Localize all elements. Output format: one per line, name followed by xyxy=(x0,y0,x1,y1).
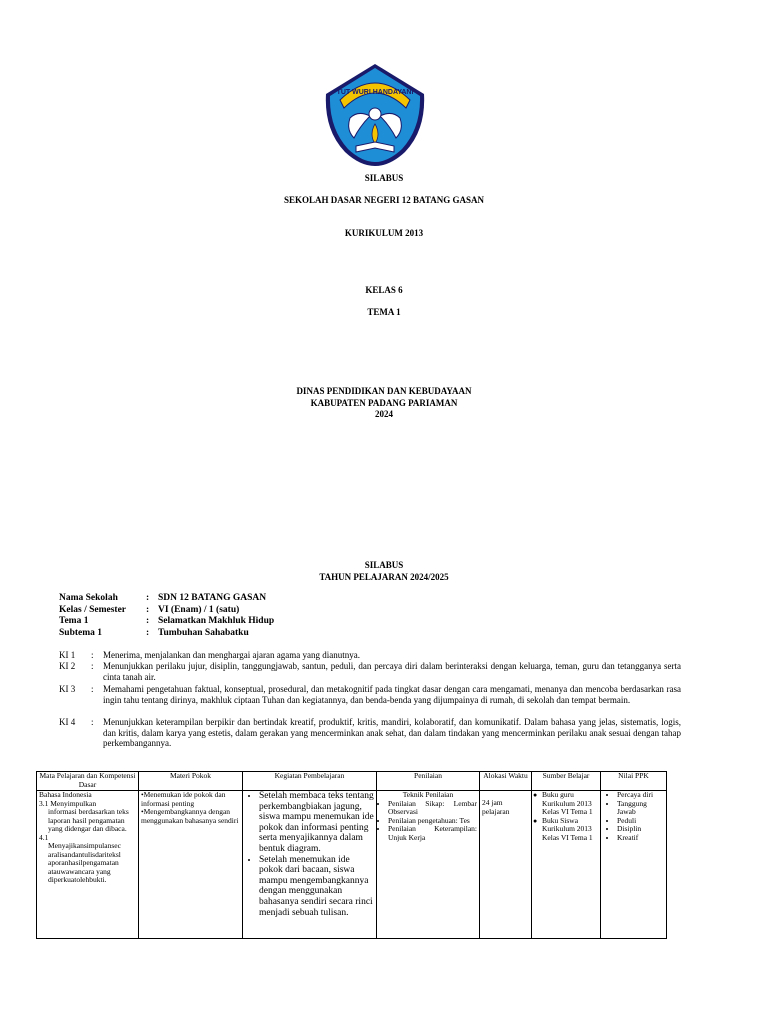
cover-year: 2024 xyxy=(375,409,393,419)
info-label: Tema 1 xyxy=(59,616,89,626)
header-kegiatan: Kegiatan Pembelajaran xyxy=(243,772,377,791)
penilaian-item: • Penilaian Sikap: Lembar Observasi xyxy=(388,800,477,817)
cover-agency-line1: DINAS PENDIDIKAN DAN KEBUDAYAAN xyxy=(296,386,472,396)
penilaian-list xyxy=(379,800,477,843)
ki-2 xyxy=(59,661,681,682)
ppk-item: • Disiplin xyxy=(617,825,664,834)
info-colon: : xyxy=(146,604,150,615)
ki-text: Menunjukkan perilaku jujur, disiplin, tanggungjawab, santun, peduli, dan percaya diri dalam berinteraksi dengan keluarga, teman, guru dan tetangganya serta cinta tanah air. xyxy=(103,661,681,682)
info-colon: : xyxy=(146,593,150,603)
info-value: SDN 12 BATANG GASAN xyxy=(158,593,267,603)
kd-subject: Bahasa Indonesia xyxy=(39,790,92,799)
materi-item: •Menemukan ide pokok dan informasi penting xyxy=(141,790,226,808)
ki-code: KI 4 xyxy=(59,717,76,727)
info-row-school xyxy=(59,593,274,605)
ki-code: KI 1 xyxy=(59,650,76,660)
alokasi-value: 24 jam pelajaran xyxy=(482,798,510,816)
penilaian-item: • Penilaian Keterampilan: Unjuk Kerja xyxy=(388,825,477,842)
header-materi: Materi Pokok xyxy=(139,772,243,791)
cover-title: SILABUS xyxy=(364,173,404,183)
kd-31: 3.1 Menyimpulkan xyxy=(39,798,97,808)
kegiatan-list xyxy=(245,791,374,918)
ppk-item: • Tanggung Jawab xyxy=(617,800,664,817)
sumber-item: ● Buku guru Kurikulum 2013 Kelas VI Tema 1 xyxy=(534,791,598,817)
cell-materi xyxy=(139,791,243,939)
syllabus-table xyxy=(36,771,667,939)
penilaian-title: Teknik Penilaian xyxy=(402,790,454,799)
info-label: Subtema 1 xyxy=(59,627,103,638)
ppk-item: • Percaya diri xyxy=(617,791,664,800)
header-sumber: Sumber Belajar xyxy=(532,772,601,791)
ki-text: Menunjukkan keterampilan berpikir dan bertindak kreatif, produktif, kritis, mandiri, kolaboratif, dan komunikatif. Dalam bahasa yang jelas, sistematis, logis, dan kritis, dalam karya yang estetis, dalam gerakan yang mencerminkan anak sehat, dan dalam tindakan yang mencerminkan perilaku anak sesuai dengan tahap perkembangannya. xyxy=(103,717,681,748)
ki-colon: : xyxy=(91,661,94,671)
kd-41: 4.1 xyxy=(39,832,49,842)
info-value: VI (Enam) / 1 (satu) xyxy=(158,604,240,615)
kd-31-text: informasi berdasarkan teks laporan hasil pengamatan yang didengar dan dibaca. xyxy=(48,807,129,833)
logo-ribbon-text: TUT WURI HANDAYANI xyxy=(336,89,414,96)
header-alokasi: Alokasi Waktu xyxy=(480,772,532,791)
school-info xyxy=(59,593,274,639)
ki-3 xyxy=(59,684,681,705)
ki-colon: : xyxy=(91,684,94,694)
ki-code: KI 3 xyxy=(59,684,76,694)
cover-curriculum: KURIKULUM 2013 xyxy=(344,228,424,238)
ki-4 xyxy=(59,717,681,749)
cover-theme: TEMA 1 xyxy=(367,307,401,317)
logo-bird-head xyxy=(369,108,381,120)
header-penilaian: Penilaian xyxy=(377,772,480,791)
ki-1 xyxy=(59,650,681,661)
info-row-class xyxy=(59,605,274,617)
cell-kd xyxy=(37,791,139,939)
ki-text: Memahami pengetahuan faktual, konseptual, prosedural, dan metakognitif pada tingkat dasar dengan cara mengamati, menanya dan mencoba berdasarkan rasa ingin tahu tentang dirinya, makhluk ciptaan Tuhan dan kegiatannya, dan benda-benda yang dijumpainya di rumah, di sekolah dan tempat bermain. xyxy=(103,684,681,705)
info-label: Nama Sekolah xyxy=(59,593,118,603)
kd-41-text: Menyajikansimpulansec aralisandantulisdariteksl aporanhasilpengamatan atauwawancara yang diperkuatolehbukti. xyxy=(48,841,121,884)
sumber-item: ● Buku Siswa Kurikulum 2013 Kelas VI Tema 1 xyxy=(534,817,598,843)
info-label: Kelas / Semester xyxy=(59,604,127,615)
materi-item: •Mengembangkannya dengan menggunakan bahasanya sendiri xyxy=(141,807,239,825)
ppk-item: • Peduli xyxy=(617,817,664,826)
info-row-theme xyxy=(59,616,274,628)
ppk-item: • Kreatif xyxy=(617,834,664,843)
cover-school: SEKOLAH DASAR NEGERI 12 BATANG GASAN xyxy=(284,195,484,205)
ki-text: Menerima, menjalankan dan menghargai ajaran agama yang dianutnya. xyxy=(103,650,360,660)
cover-grade: KELAS 6 xyxy=(365,285,403,295)
info-row-subtheme xyxy=(59,628,274,640)
cell-alokasi xyxy=(480,791,532,939)
syllabus-title: SILABUS xyxy=(364,560,404,570)
ki-code: KI 2 xyxy=(59,661,76,671)
ki-colon: : xyxy=(91,650,94,660)
kegiatan-item: • Setelah menemukan ide pokok dari bacaan, siswa mampu mengembangkannya dengan menggunakan bahasanya sendiri secara rinci menjadi sebuah tulisan. xyxy=(259,855,374,919)
cell-kegiatan xyxy=(243,791,377,939)
table-row xyxy=(37,791,667,939)
ki-colon: : xyxy=(91,717,94,727)
cell-sumber xyxy=(532,791,601,939)
info-value: Selamatkan Makhluk Hidup xyxy=(158,616,275,626)
cell-penilaian xyxy=(377,791,480,939)
penilaian-item: • Penilaian pengetahuan: Tes xyxy=(388,817,477,826)
cell-ppk xyxy=(601,791,667,939)
info-value: Tumbuhan Sahabatku xyxy=(158,627,249,638)
tut-wuri-handayani-logo xyxy=(320,60,430,170)
ppk-list xyxy=(603,791,664,842)
kegiatan-item: • Setelah membaca teks tentang perkembangbiakan jagung, siswa mampu menemukan ide pokok dan informasi penting serta menyajikannya dalam bentuk diagram. xyxy=(259,791,374,855)
table-header-row xyxy=(37,772,667,791)
cover-agency-line2: KABUPATEN PADANG PARIAMAN xyxy=(310,398,458,408)
info-colon: : xyxy=(146,616,150,626)
syllabus-subtitle: TAHUN PELAJARAN 2024/2025 xyxy=(319,572,449,582)
info-colon: : xyxy=(146,627,150,638)
header-ppk: Nilai PPK xyxy=(601,772,667,791)
header-kd: Mata Pelajaran dan Kompetensi Dasar xyxy=(37,772,139,791)
